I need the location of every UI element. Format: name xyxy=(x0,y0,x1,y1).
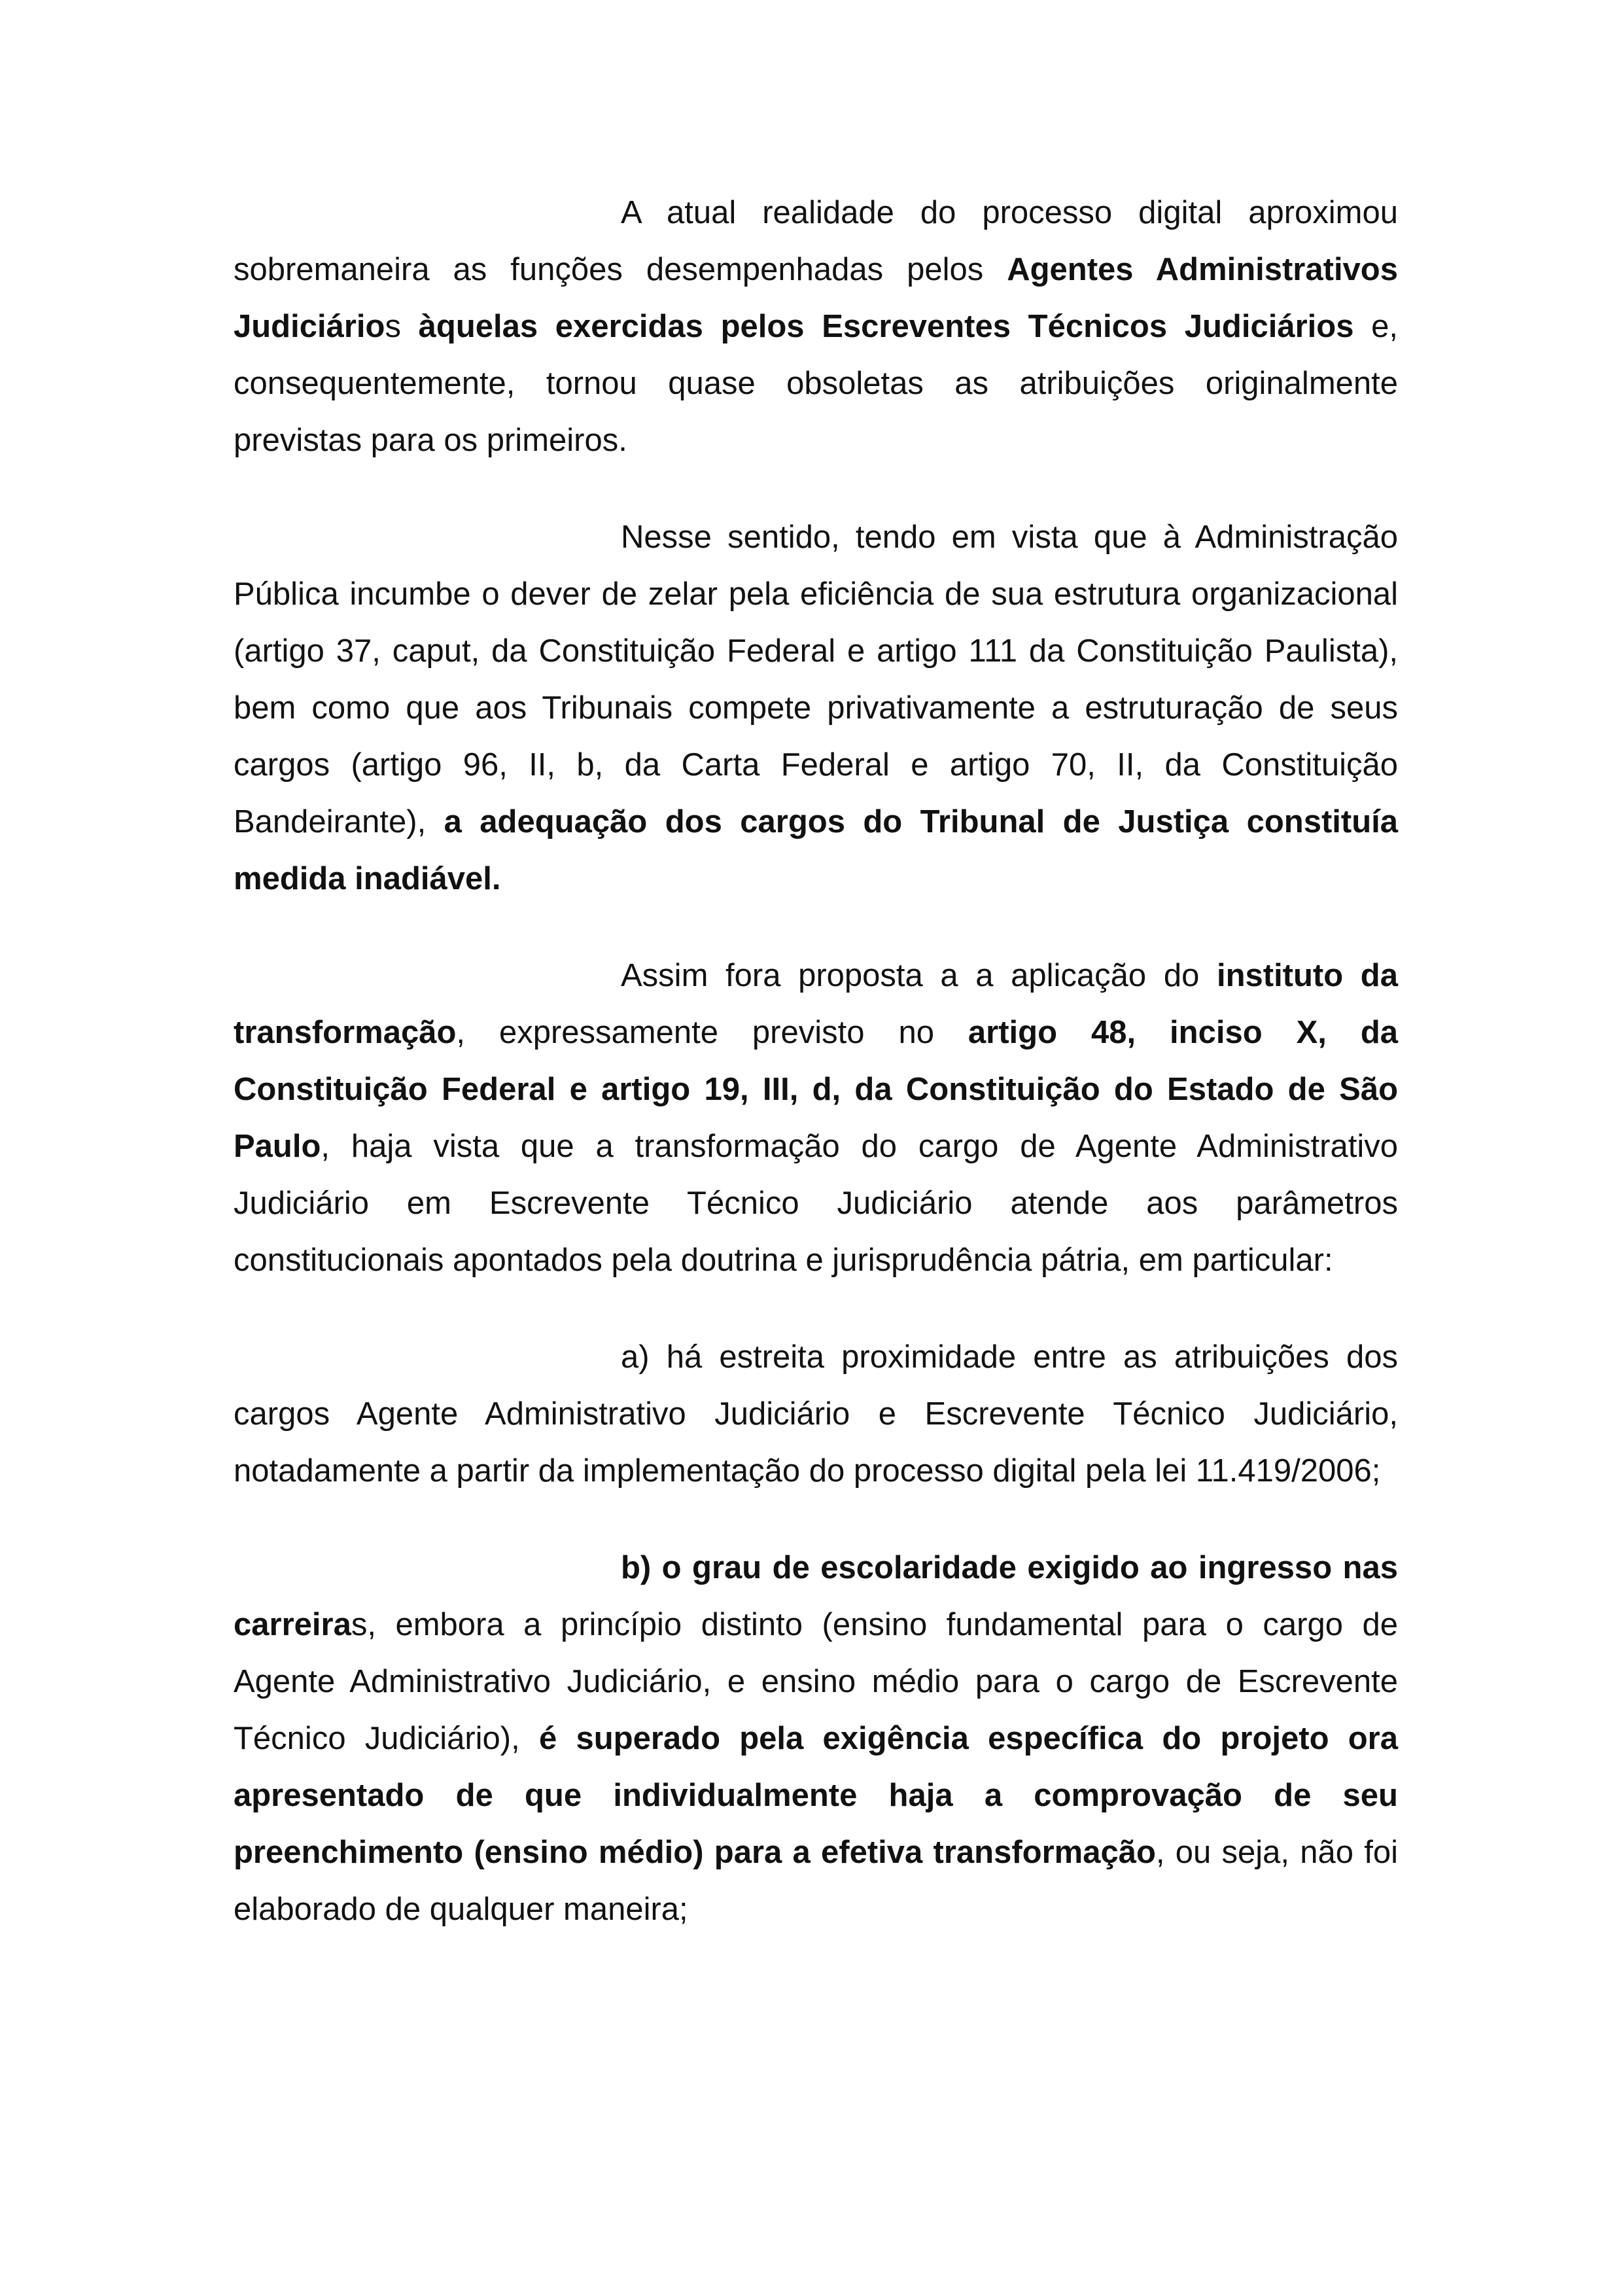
paragraph-item-b xyxy=(234,1540,1398,1938)
text-run: , ou seja, não foi elaborado de qualquer maneira; xyxy=(234,1835,1398,1927)
text-run: , haja vista que a transformação do cargo de Agente Administrativo Judiciário em Escrevente Técnico Judiciário atende aos parâmetros constitucionais apontados pela doutrina e jurisprudência pátria, em particular: xyxy=(234,1129,1398,1278)
document-body xyxy=(234,185,1398,1938)
paragraph-item-a xyxy=(234,1329,1398,1500)
bold-text-run: é superado pela exigência específica do projeto ora apresentado de que individualmente haja a comprovação de seu preenchimento (ensino médio) para a efetiva transformação xyxy=(234,1721,1398,1870)
bold-text-run: b) o grau de escolaridade exigido ao ingresso nas carreira xyxy=(234,1550,1398,1642)
text-run: Nesse sentido, tendo em vista que à Administração Pública incumbe o dever de zelar pela eficiência de sua estrutura organizacional (artigo 37, caput, da Constituição Federal e artigo 111 da Constituição Paulista), bem como que aos Tribunais compete privativamente a estruturação de seus cargos (artigo 96, II, b, da Carta Federal e artigo 70, II, da Constituição Bandeirante), xyxy=(234,520,1398,839)
text-run: A atual realidade do processo digital aproximou sobremaneira as funções desempenhadas pelos xyxy=(234,195,1398,287)
text-run: e, consequentemente, tornou quase obsoletas as atribuições originalmente previstas para os primeiros. xyxy=(234,309,1398,458)
paragraph-instituto-transformacao xyxy=(234,947,1398,1289)
bold-text-run: a adequação dos cargos do Tribunal de Justiça constituía medida inadiável. xyxy=(234,804,1398,896)
text-run: , expressamente previsto no xyxy=(456,1015,968,1050)
paragraph-nesse-sentido xyxy=(234,509,1398,908)
paragraph-processo-digital xyxy=(234,185,1398,469)
bold-text-run: artigo 48, inciso X, da Constituição Federal e artigo 19, III, d, da Constituição do Estado de São Paulo xyxy=(234,1015,1398,1164)
bold-text-run: àquelas exercidas pelos Escreventes Técnicos Judiciários xyxy=(418,309,1354,344)
bold-text-run: instituto da transformação xyxy=(234,958,1398,1050)
text-run: s xyxy=(385,309,419,344)
text-run: Assim fora proposta a a aplicação do xyxy=(621,958,1217,993)
text-run: a) há estreita proximidade entre as atribuições dos cargos Agente Administrativo Judiciário e Escrevente Técnico Judiciário, notadamente a partir da implementação do processo digital pela lei 11.419/2006; xyxy=(234,1339,1398,1489)
bold-text-run: Agentes Administrativos Judiciário xyxy=(234,252,1398,344)
text-run: s, embora a princípio distinto (ensino fundamental para o cargo de Agente Administrativo Judiciário, e ensino médio para o cargo de Escrevente Técnico Judiciário), xyxy=(234,1607,1398,1756)
